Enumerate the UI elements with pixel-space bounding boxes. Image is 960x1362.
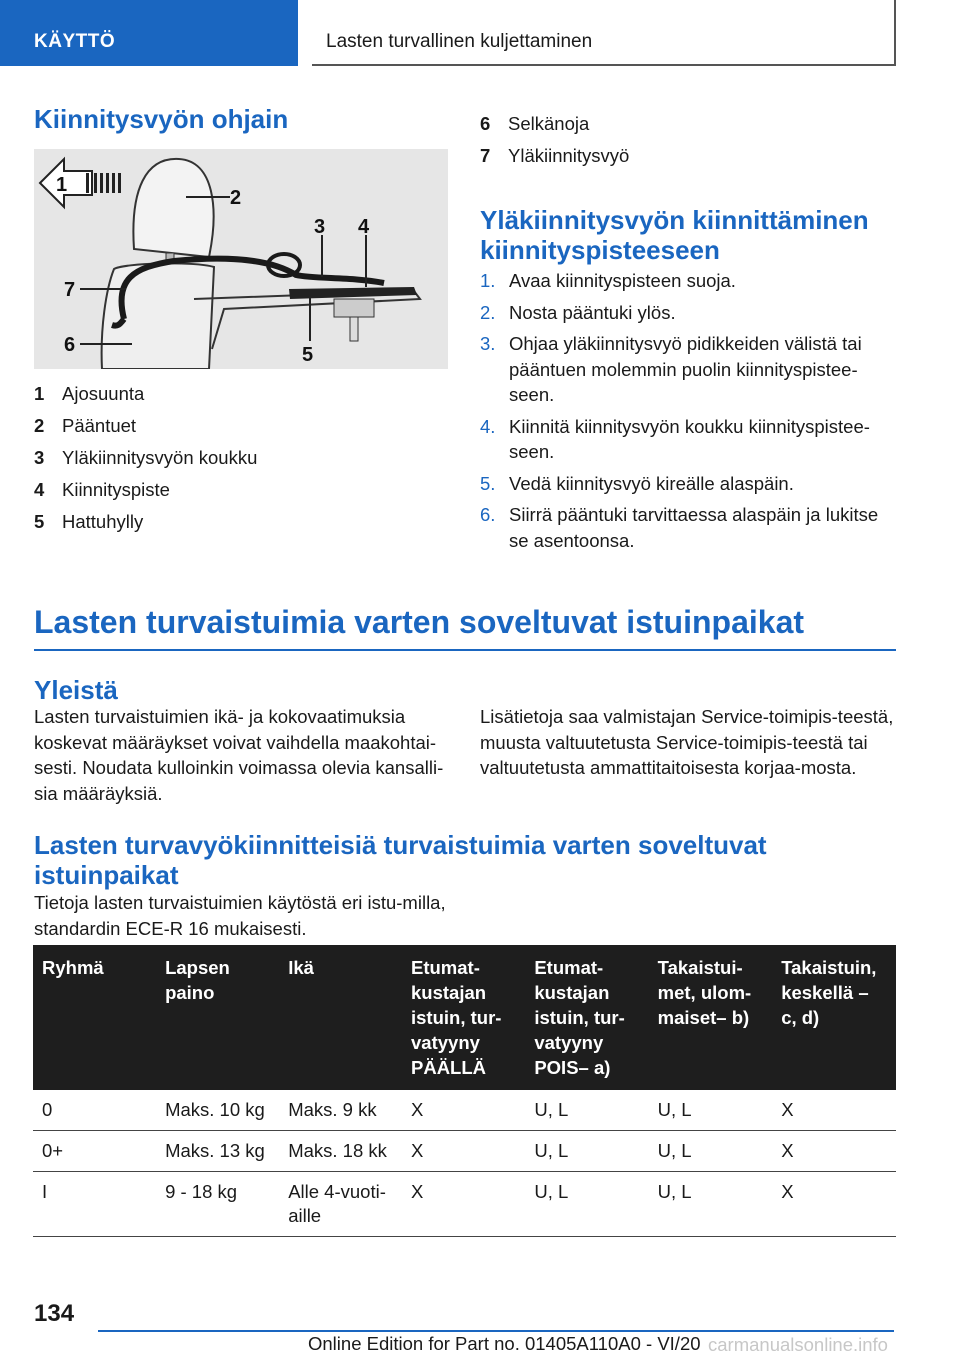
- figure-label-1: 1: [56, 174, 68, 196]
- headrest-shape: [133, 159, 213, 257]
- figure-label-4: 4: [358, 216, 370, 238]
- list-item: 3. Ohjaa yläkiinnitysvyö pidikkeiden välistä tai pääntuen molemmin puolin kiinnityspistee-seen.: [480, 333, 862, 405]
- figure-legend-right: [480, 108, 629, 172]
- table-row: [33, 1090, 896, 1131]
- table-cell: 0: [33, 1090, 156, 1131]
- legend-item: 5 Hattuhylly: [34, 511, 144, 532]
- table-cell: 9 - 18 kg: [156, 1172, 279, 1237]
- belt-guide-figure: [34, 149, 448, 369]
- guide-heading: Kiinnitysvyön ohjain: [34, 104, 289, 134]
- watermark: carmanualsonline.info: [708, 1334, 888, 1355]
- seat-suitability-table: [33, 945, 896, 1237]
- list-item: 2. Nosta pääntuki ylös.: [480, 301, 676, 323]
- table-cell: U, L: [525, 1090, 648, 1131]
- table-cell: Maks. 9 kk: [279, 1090, 402, 1131]
- column-header: Etumat-kustajan istuin, tur-vatyyny POIS– a): [525, 945, 648, 1090]
- belt-seats-heading: Lasten turvavyökiinnitteisiä turvaistuimia varten soveltuvat istuinpaikat: [34, 830, 767, 890]
- seats-heading: Lasten turvaistuimia varten soveltuvat istuinpaikat: [34, 604, 896, 651]
- seat-back-shape: [102, 263, 214, 369]
- edition-text: Online Edition for Part no. 01405A110A0 - VI/20: [308, 1333, 701, 1354]
- table-cell: I: [33, 1172, 156, 1237]
- list-item: 6. Siirrä pääntuki tarvittaessa alaspäin ja lukitse se asentoonsa.: [480, 504, 879, 551]
- table-cell: U, L: [525, 1131, 648, 1172]
- table-cell: U, L: [649, 1131, 773, 1172]
- table-cell: U, L: [649, 1090, 773, 1131]
- figure-label-5: 5: [302, 344, 314, 366]
- table-cell: Maks. 18 kk: [279, 1131, 402, 1172]
- list-item: 4. Kiinnitä kiinnitysvyön koukku kiinnityspistee-seen.: [480, 415, 870, 462]
- legend-item: 1 Ajosuunta: [34, 383, 145, 404]
- column-header: Takaistuin, keskellä – c, d): [772, 945, 896, 1090]
- table-row: [33, 1131, 896, 1172]
- table-row: [33, 1172, 896, 1237]
- legend-item: 7 Yläkiinnitysvyö: [480, 145, 630, 166]
- table-cell: X: [402, 1090, 525, 1131]
- table-cell: X: [772, 1172, 896, 1237]
- table-cell: X: [772, 1131, 896, 1172]
- figure-label-6: 6: [64, 334, 76, 356]
- page-title: Lasten turvallinen kuljettaminen: [312, 0, 896, 66]
- footer-divider: [98, 1330, 894, 1332]
- column-header: Etumat-kustajan istuin, tur-vatyyny PÄÄLLÄ: [402, 945, 525, 1090]
- table-cell: X: [402, 1131, 525, 1172]
- figure-label-7: 7: [64, 279, 76, 301]
- belt-seats-text: Tietoja lasten turvaistuimien käytöstä eri istu-milla, standardin ECE-R 16 mukaisesti.: [34, 892, 446, 939]
- table-cell: U, L: [649, 1172, 773, 1237]
- section-tab: KÄYTTÖ: [0, 0, 298, 66]
- table-cell: 0+: [33, 1131, 156, 1172]
- figure-legend-left: [34, 378, 257, 538]
- general-text-right: Lisätietoja saa valmistajan Service-toimipis-teestä, muusta valtuutetusta Service-toimipis-teestä tai valtuutetusta ammattitaitoisesta korjaa-mosta.: [480, 706, 894, 778]
- column-header: Ikä: [279, 945, 402, 1090]
- legend-item: 3 Yläkiinnitysvyön koukku: [34, 447, 258, 468]
- table-cell: X: [772, 1090, 896, 1131]
- attach-steps: [480, 268, 896, 559]
- column-header: Lapsen paino: [156, 945, 279, 1090]
- page-number: 134: [34, 1300, 75, 1327]
- legend-item: 4 Kiinnityspiste: [34, 479, 170, 500]
- general-text-left: Lasten turvaistuimien ikä- ja kokovaatimuksia koskevat määräykset voivat vaihdella maakohtai-sesti. Noudata kulloinkin voimassa olevia kansalli-sia määräyksiä.: [34, 706, 444, 804]
- column-header: Ryhmä: [33, 945, 156, 1090]
- table-cell: Alle 4-vuoti-aille: [279, 1172, 402, 1237]
- list-item: 5. Vedä kiinnitysvyö kireälle alaspäin.: [480, 472, 794, 494]
- figure-label-2: 2: [230, 187, 242, 209]
- figure-label-3: 3: [314, 216, 326, 238]
- attach-heading: Yläkiinnitysvyön kiinnittäminen kiinnityspisteeseen: [480, 205, 869, 265]
- table-cell: Maks. 13 kg: [156, 1131, 279, 1172]
- parcel-shelf-shape: [194, 291, 420, 349]
- general-heading: Yleistä: [34, 675, 118, 705]
- table-cell: X: [402, 1172, 525, 1237]
- table-header-row: [33, 945, 896, 1090]
- table-cell: U, L: [525, 1172, 648, 1237]
- legend-item: 6 Selkänoja: [480, 113, 590, 134]
- list-item: 1. Avaa kiinnityspisteen suoja.: [480, 270, 736, 291]
- table-cell: Maks. 10 kg: [156, 1090, 279, 1131]
- legend-item: 2 Pääntuet: [34, 415, 137, 436]
- column-header: Takaistui-met, ulom-maiset– b): [649, 945, 773, 1090]
